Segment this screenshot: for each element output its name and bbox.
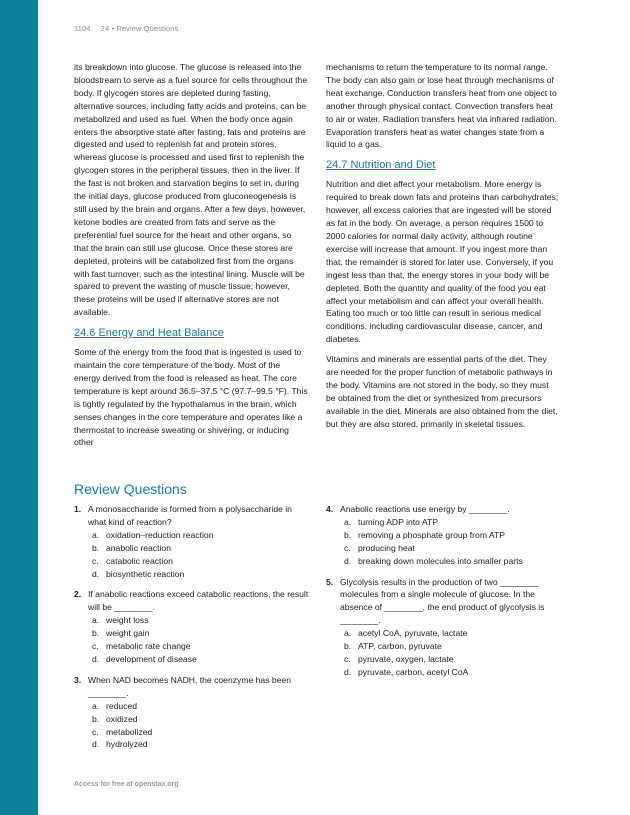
option-text: reduced	[106, 700, 138, 711]
paragraph: Nutrition and diet affect your metabolism. More energy is required to break down fats and proteins than carbohydrates; however, all excess calories that are ingested will be stored as fat in the body. On average, a person requires 1500 to 2000 calories for normal daily activity, although routine exercise will increase that amount. If you ingest more than that, the remainder is stored for later use. Conversely, if you ingest less than that, the energy stores in your body will be depleted. Both the quantity and quality of the food you eat affect your metabolism and can affect your overall health. Eating too much or too little can result in serious medical conditions, including cardiovascular disease, cancer, and diabetes.	[326, 179, 559, 345]
option-text: turning ADP into ATP	[358, 516, 438, 527]
right-column	[326, 61, 560, 438]
option-letter: c.	[344, 542, 351, 553]
option-letter: c.	[344, 653, 351, 664]
question	[74, 503, 310, 580]
option-text: development of disease	[106, 653, 197, 664]
option-letter: b.	[92, 542, 100, 553]
question	[326, 503, 562, 568]
left-column	[74, 61, 308, 456]
option-text: oxidized	[106, 713, 138, 724]
option-text: metabolized	[106, 726, 153, 737]
sidebar-bar	[0, 0, 38, 815]
option-text: pyruvate, carbon, acetyl CoA	[358, 666, 469, 677]
answer-option	[88, 653, 310, 666]
option-text: breaking down molecules into smaller parts	[358, 555, 523, 566]
question-text: Glycolysis results in the production of two ________ molecules from a single molecule of glucose. In the absence of ________, the end product of glycolysis is ________.	[340, 576, 545, 626]
paragraph: mechanisms to return the temperature to its normal range. The body can also gain or lose heat through mechanisms of heat exchange. Conduction transfers heat from one object to another through physical contact. Convection transfers heat to air or water. Radiation transfers heat via infrared radiation. Evaporation transfers heat as water changes state from a liquid to a gas.	[326, 62, 557, 150]
answer-option	[340, 640, 562, 653]
option-letter: d.	[344, 555, 352, 566]
answer-option	[340, 516, 562, 529]
review-questions-title: Review Questions	[74, 481, 187, 497]
answer-option	[340, 666, 562, 679]
option-text: producing heat	[358, 542, 415, 553]
answer-option	[340, 542, 562, 555]
answer-option	[340, 627, 562, 640]
option-text: acetyl CoA, pyruvate, lactate	[358, 628, 468, 639]
answer-option	[88, 627, 310, 640]
question-text: If anabolic reactions exceed catabolic reactions, the result will be ________.	[88, 589, 309, 613]
option-text: catabolic reaction	[106, 555, 173, 566]
answer-option	[340, 555, 562, 568]
option-letter: a.	[92, 529, 100, 540]
option-letter: a.	[344, 516, 352, 527]
option-text: weight loss	[106, 615, 149, 626]
question-number: 4.	[326, 504, 334, 514]
option-text: anabolic reaction	[106, 542, 171, 553]
option-letter: c.	[92, 641, 99, 652]
question-text: When NAD becomes NADH, the coenzyme has been ________.	[88, 674, 292, 698]
question-text: A monosaccharide is formed from a polysaccharide in what kind of reaction?	[88, 504, 292, 527]
page-number: 1104	[74, 24, 91, 33]
option-text: ATP, carbon, pyruvate	[358, 641, 442, 652]
question-text: Anabolic reactions use energy by ________.	[340, 504, 510, 514]
option-text: biosynthetic reaction	[106, 568, 185, 579]
answer-option	[88, 713, 310, 726]
option-letter: a.	[92, 615, 100, 626]
questions-left-column	[74, 503, 310, 759]
answer-option	[88, 614, 310, 627]
question-number: 3.	[74, 674, 82, 685]
answer-option	[88, 555, 310, 568]
option-letter: b.	[344, 641, 352, 652]
option-letter: d.	[92, 653, 100, 664]
question	[74, 674, 310, 751]
answer-option	[88, 726, 310, 739]
option-text: hydrolyzed	[106, 739, 148, 750]
section-heading-link[interactable]: 24.7 Nutrition and Diet	[326, 159, 436, 172]
answer-option	[340, 653, 562, 666]
answer-option	[88, 640, 310, 653]
option-text: weight gain	[106, 628, 150, 639]
answer-option	[88, 700, 310, 713]
option-letter: d.	[344, 666, 352, 677]
option-letter: d.	[92, 568, 100, 579]
paragraph: Some of the energy from the food that is ingested is used to maintain the core temperature of the body. Most of the energy derived from the food is released as heat. The core temperature is kept around 36.5–37.5 °C (97.7–99.5 °F). This is tightly regulated by the hypothalamus in the brain, which senses changes in the core temperature and operates like a thermostat to increase sweating or shivering, or inducing other	[74, 347, 308, 448]
option-letter: d.	[92, 739, 100, 750]
option-letter: c.	[92, 555, 99, 566]
question-number: 2.	[74, 589, 82, 600]
footer-note: Access for free at openstax.org	[74, 781, 179, 788]
question	[74, 588, 310, 665]
option-letter: c.	[92, 726, 99, 737]
option-letter: a.	[344, 628, 352, 639]
option-letter: a.	[92, 700, 100, 711]
option-letter: b.	[344, 529, 352, 540]
option-text: oxidation–reduction reaction	[106, 529, 214, 540]
option-text: pyruvate, oxygen, lactate	[358, 653, 454, 664]
question	[326, 576, 562, 679]
question-number: 1.	[74, 504, 82, 514]
paragraph: Vitamins and minerals are essential parts of the diet. They are needed for the proper function of metabolic pathways in the body. Vitamins are not stored in the body, so they must be obtained from the diet or synthesized from precursors available in the diet. Minerals are also obtained from the diet, but they are also stored, primarily in skeletal tissues.	[326, 354, 558, 429]
questions-right-column	[326, 503, 562, 687]
section-heading-link[interactable]: 24.6 Energy and Heat Balance	[74, 327, 224, 340]
section-label: 24 • Review Questions	[100, 24, 179, 33]
running-header	[74, 24, 178, 33]
answer-option	[88, 542, 310, 555]
option-letter: b.	[92, 713, 100, 724]
answer-option	[88, 529, 310, 542]
answer-option	[340, 529, 562, 542]
paragraph: its breakdown into glucose. The glucose is released into the bloodstream to serve as a fuel source for cells throughout the body. If glycogen stores are depleted during fasting, alternative sources, including fatty acids and proteins, can be metabolized and used as fuel. When the body once again enters the absorptive state after fasting, fats and proteins are digested and used to replenish fat and protein stores, whereas glucose is processed and used first to replenish the glycogen stores in the peripheral tissues, then in the liver. If the fast is not broken and starvation begins to set in, during the initial days, glucose produced from gluconeogenesis is still used by the brain and organs. After a few days, however, ketone bodies are created from fats and serve as the preferential fuel source for the heart and other organs, so that the brain can still use glucose. Once these stores are depleted, proteins will be catabolized first from the organs with fast turnover, such as the intestinal lining. Muscle will be spared to prevent the wasting of muscle tissue; however, these proteins will be used if alternative stores are not available.	[74, 62, 308, 318]
question-number: 5.	[326, 576, 334, 587]
answer-option	[88, 738, 310, 751]
option-letter: b.	[92, 628, 100, 639]
answer-option	[88, 568, 310, 581]
option-text: metabolic rate change	[106, 641, 191, 652]
option-text: removing a phosphate group from ATP	[358, 529, 505, 540]
